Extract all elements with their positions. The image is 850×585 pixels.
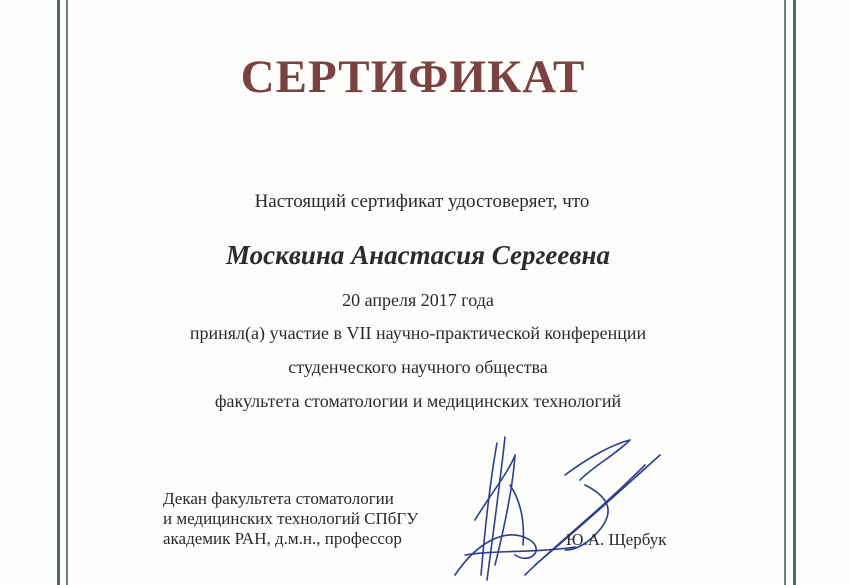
body-line-3: факультета стоматологии и медицинских технологий <box>214 391 622 411</box>
handwritten-signature <box>435 425 675 585</box>
signatory-position-line-2: и медицинских технологий СПбГУ <box>163 509 419 528</box>
body-line-2: студенческого научного общества <box>288 357 548 377</box>
signatory-position-line-1: Декан факультета стоматологии <box>163 489 394 508</box>
signatory-position-line-3: академик РАН, д.м.н., профессор <box>163 529 402 548</box>
recipient-name: Москвина Анастасия Сергеевна <box>226 240 610 270</box>
event-date: 20 апреля 2017 года <box>342 290 494 310</box>
body-line-1: принял(а) участие в VII научно-практической конференции <box>189 323 647 343</box>
signatory-position <box>163 489 418 549</box>
certificate-intro: Настоящий сертификат удостоверяет, что <box>254 191 590 212</box>
signatory-name: Ю.А. Щербук <box>566 530 667 549</box>
certificate-title: СЕРТИФИКАТ <box>240 51 586 103</box>
